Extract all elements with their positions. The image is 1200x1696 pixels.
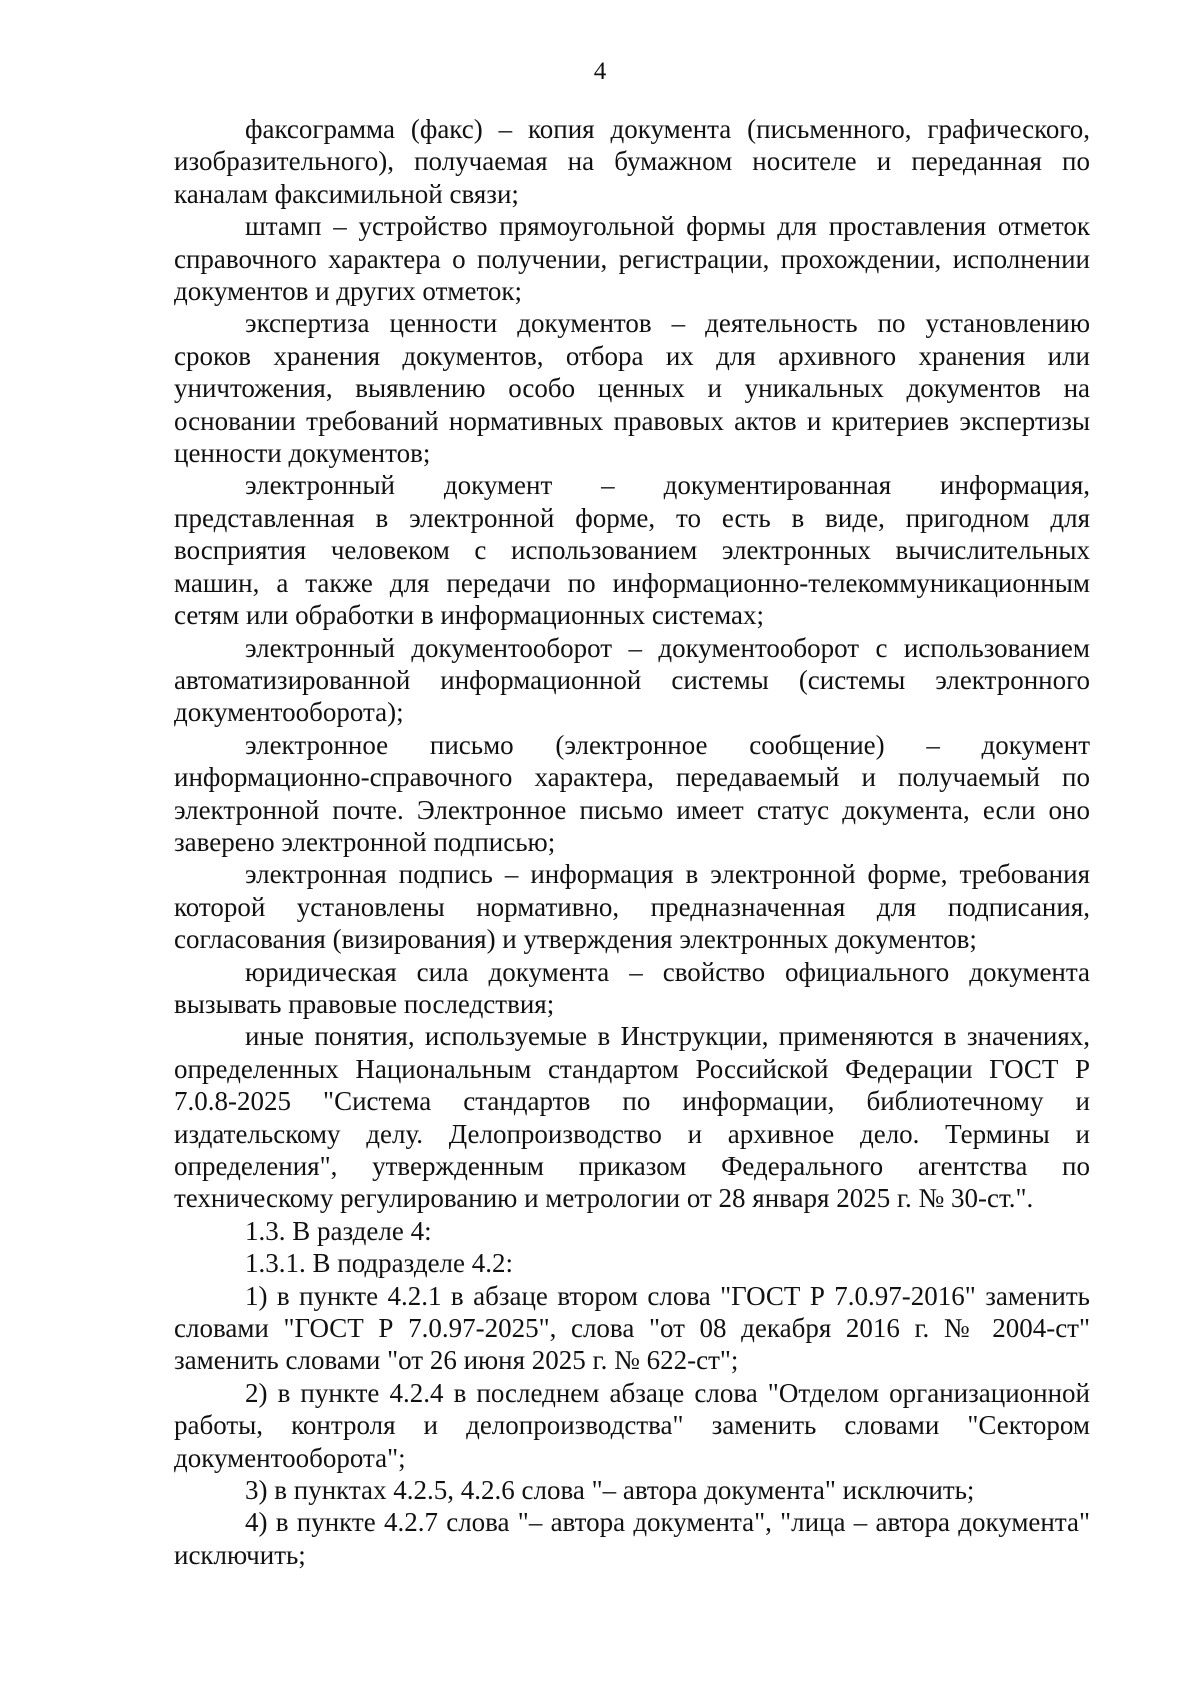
document-body: [174, 113, 1090, 1571]
definition-expert-review: экспертиза ценности документов – деятельность по установлению сроков хранения документов, отбора их для архивного хранения или уничтожения, выявлению особо ценных и уникальных документов на основании требований нормативных правовых актов и критериев экспертизы ценности документов;: [174, 308, 1090, 469]
definition-electronic-workflow: электронный документооборот – документооборот с использованием автоматизированной информационной системы (системы электронного документооборота);: [174, 632, 1090, 728]
section-heading-1-3: 1.3. В разделе 4:: [245, 1215, 432, 1246]
definition-stamp: штамп – устройство прямоугольной формы для проставления отметок справочного характера о получении, регистрации, прохождении, исполнении документов и других отметок;: [174, 211, 1090, 307]
definition-electronic-document: электронный документ – документированная информация, представленная в электронной форме, то есть в виде, пригодном для восприятия человеком с использованием электронных вычислительных машин, а также для передачи по информационно-телекоммуникационным сетям или обработки в информационных системах;: [174, 470, 1090, 631]
subsection-heading-1-3-1: 1.3.1. В подразделе 4.2:: [245, 1248, 514, 1279]
page-number: 4: [593, 58, 607, 85]
list-item-2: 2) в пункте 4.2.4 в последнем абзаце слова "Отделом организационной работы, контроля и делопроизводства" заменить словами "Сектором документооборота";: [174, 1377, 1090, 1473]
list-item-4: 4) в пункте 4.2.7 слова "– автора документа", "лица – автора документа" исключить;: [174, 1507, 1090, 1570]
list-item-1: 1) в пункте 4.2.1 в абзаце втором слова "ГОСТ Р 7.0.97-2016" заменить словами "ГОСТ Р 7.0.97-2025", слова "от 08 декабря 2016 г. № 2004-ст" заменить словами "от 26 июня 2025 г. № 622-ст";: [174, 1280, 1090, 1376]
definition-electronic-letter: электронное письмо (электронное сообщение) – документ информационно-справочного характера, передаваемый и получаемый по электронной почте. Электронное письмо имеет статус документа, если оно заверено электронной подписью;: [174, 729, 1090, 857]
definition-legal-force: юридическая сила документа – свойство официального документа вызывать правовые последствия;: [174, 956, 1090, 1019]
definition-fax: факсограмма (факс) – копия документа (письменного, графического, изобразительного), получаемая на бумажном носителе и переданная по каналам факсимильной связи;: [174, 114, 1090, 209]
list-item-3: 3) в пунктах 4.2.5, 4.2.6 слова "– автора документа" исключить;: [245, 1475, 975, 1506]
definition-other-terms: иные понятия, используемые в Инструкции, применяются в значениях, определенных Национальным стандартом Российской Федерации ГОСТ Р 7.0.8-2025 "Система стандартов по информации, библиотечному и издательскому делу. Делопроизводство и архивное дело. Термины и определения", утвержденным приказом Федерального агентства по техническому регулированию и метрологии от 28 января 2025 г. № 30-ст.".: [174, 1021, 1090, 1214]
definition-electronic-signature: электронная подпись – информация в электронной форме, требования которой установлены нормативно, предназначенная для подписания, согласования (визирования) и утверждения электронных документов;: [174, 859, 1090, 955]
